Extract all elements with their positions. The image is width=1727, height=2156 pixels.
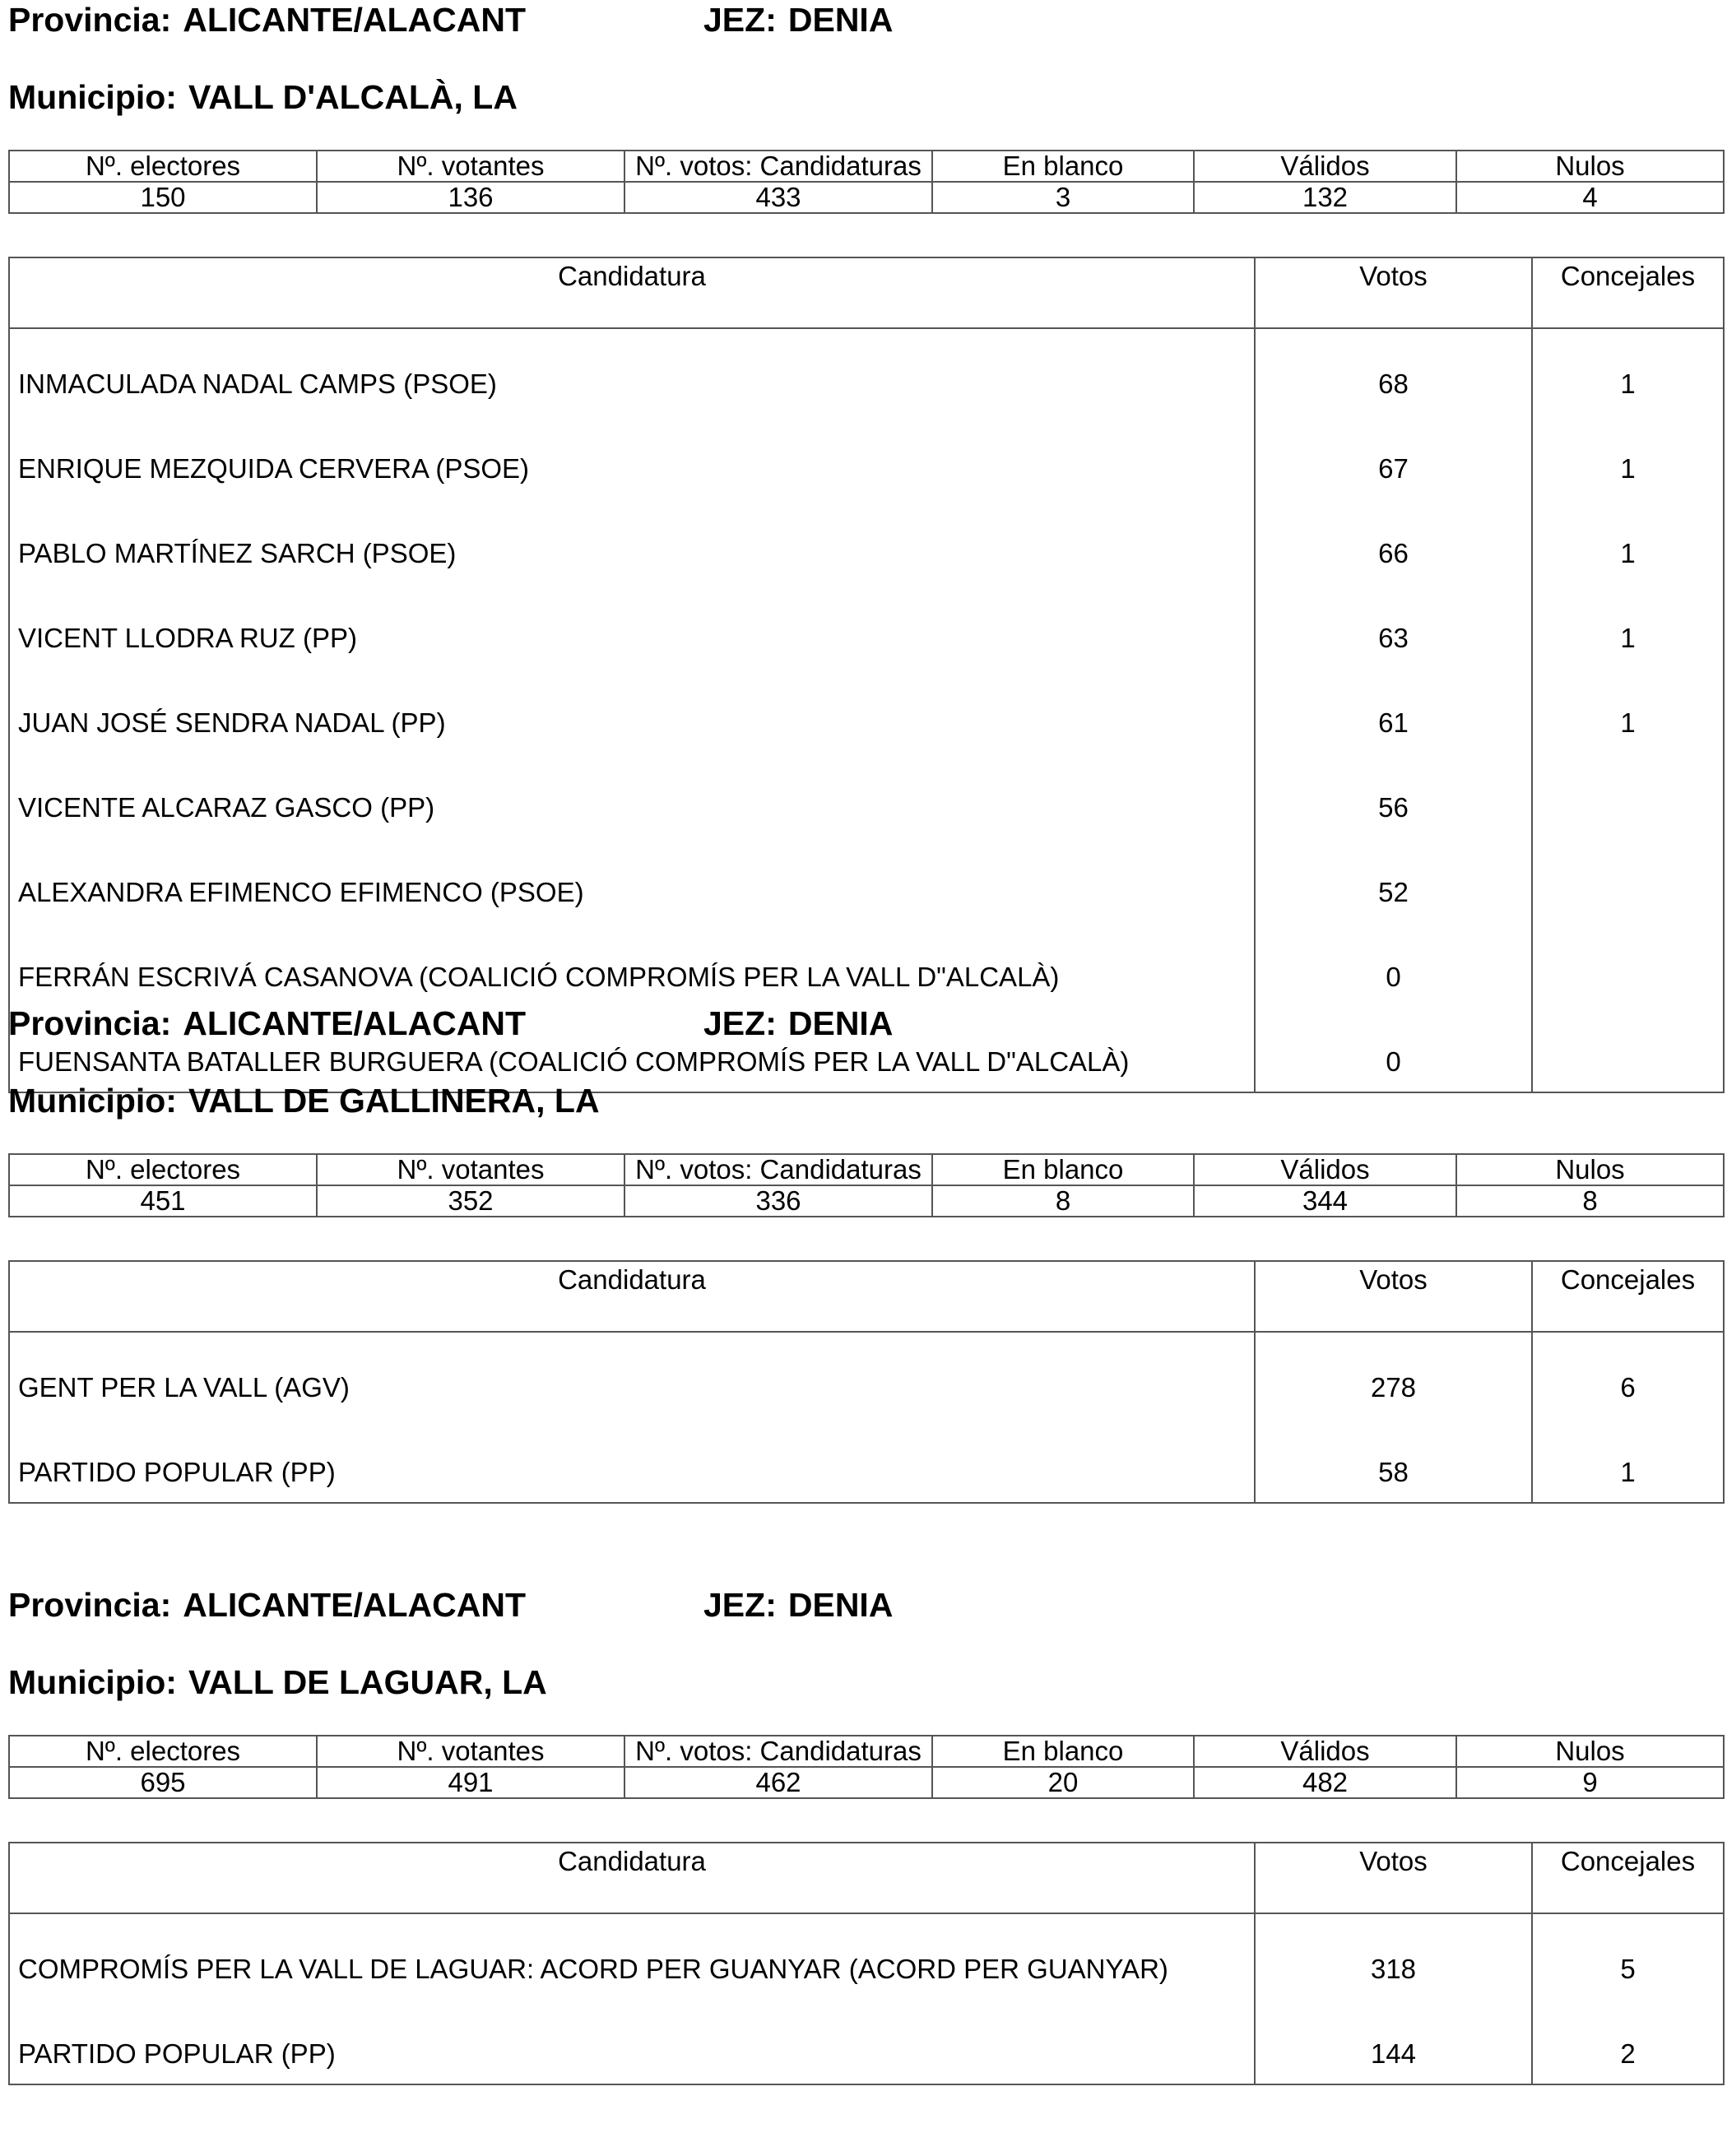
candidate-name: PABLO MARTÍNEZ SARCH (PSOE): [9, 498, 1255, 583]
candidate-name: ENRIQUE MEZQUIDA CERVERA (PSOE): [9, 414, 1255, 498]
provincia-value: ALICANTE/ALACANT: [183, 1586, 527, 1624]
value-electores: 150: [9, 182, 317, 213]
header-validos: Válidos: [1194, 151, 1456, 182]
jez-heading: [703, 1585, 893, 1625]
provincia-label: Provincia:: [8, 1004, 172, 1042]
header-votos-candidaturas: Nº. votos: Candidaturas: [624, 1154, 932, 1185]
candidate-name: JUAN JOSÉ SENDRA NADAL (PP): [9, 668, 1255, 753]
value-validos: 482: [1194, 1767, 1456, 1798]
municipality-block-vall-de-gallinera: [8, 1004, 1723, 1487]
header-validos: Válidos: [1194, 1736, 1456, 1767]
header-electores: Nº. electores: [9, 1736, 317, 1767]
summary-table: [8, 1153, 1725, 1217]
candidate-name: ALEXANDRA EFIMENCO EFIMENCO (PSOE): [9, 837, 1255, 922]
value-votantes: 352: [317, 1185, 624, 1217]
candidate-name: GENT PER LA VALL (AGV): [9, 1332, 1255, 1417]
candidates-header-row: [9, 1261, 1724, 1332]
summary-value-row: [9, 182, 1724, 213]
candidate-concejales: 1: [1532, 414, 1724, 498]
header-votantes: Nº. votantes: [317, 1736, 624, 1767]
value-validos: 132: [1194, 182, 1456, 213]
provincia-heading: [8, 1585, 526, 1625]
header-electores: Nº. electores: [9, 1154, 317, 1185]
municipality-block-vall-de-laguar: [8, 1585, 1723, 2069]
municipio-value: VALL DE LAGUAR, LA: [188, 1663, 547, 1701]
candidate-name: COMPROMÍS PER LA VALL DE LAGUAR: ACORD PER GUANYAR (ACORD PER GUANYAR): [9, 1913, 1255, 1999]
municipio-value: VALL DE GALLINERA, LA: [188, 1082, 600, 1120]
value-electores: 695: [9, 1767, 317, 1798]
value-nulos: 8: [1456, 1185, 1724, 1217]
candidate-name: FUENSANTA BATALLER BURGUERA (COALICIÓ COMPROMÍS PER LA VALL D"ALCALÀ): [9, 1007, 1255, 1092]
value-nulos: 4: [1456, 182, 1724, 213]
jez-value: DENIA: [787, 1004, 894, 1042]
candidates-header-row: [9, 1843, 1724, 1913]
candidate-row: [9, 668, 1724, 753]
summary-table: [8, 150, 1725, 214]
header-en-blanco: En blanco: [932, 151, 1194, 182]
candidate-concejales: 1: [1532, 498, 1724, 583]
header-votos-candidaturas: Nº. votos: Candidaturas: [624, 151, 932, 182]
jez-label: JEZ:: [703, 1, 777, 39]
jez-label: JEZ:: [703, 1586, 777, 1624]
candidate-concejales: 1: [1532, 583, 1724, 668]
value-validos: 344: [1194, 1185, 1456, 1217]
summary-header-row: [9, 1154, 1724, 1185]
candidate-votos: 68: [1255, 328, 1532, 414]
candidate-votos: 52: [1255, 837, 1532, 922]
jez-value: DENIA: [787, 1586, 894, 1624]
candidate-concejales: 1: [1532, 668, 1724, 753]
candidate-row: [9, 1913, 1724, 1999]
candidate-votos: 66: [1255, 498, 1532, 583]
candidate-votos: 278: [1255, 1332, 1532, 1417]
municipio-label: Municipio:: [8, 1082, 177, 1120]
candidate-votos: 0: [1255, 922, 1532, 1007]
header-votantes: Nº. votantes: [317, 151, 624, 182]
candidate-concejales: 6: [1532, 1332, 1724, 1417]
header-votos-candidaturas: Nº. votos: Candidaturas: [624, 1736, 932, 1767]
jez-label: JEZ:: [703, 1004, 777, 1042]
candidates-table: [8, 257, 1725, 1093]
candidate-concejales: 1: [1532, 1417, 1724, 1503]
municipio-label: Municipio:: [8, 1663, 177, 1701]
header-votos: Votos: [1255, 1843, 1532, 1913]
candidate-concejales: 5: [1532, 1913, 1724, 1999]
value-votos-candidaturas: 462: [624, 1767, 932, 1798]
candidate-name: FERRÁN ESCRIVÁ CASANOVA (COALICIÓ COMPROMÍS PER LA VALL D"ALCALÀ): [9, 922, 1255, 1007]
header-concejales: Concejales: [1532, 1261, 1724, 1332]
provincia-heading: [8, 1004, 526, 1043]
header-votos: Votos: [1255, 257, 1532, 328]
candidate-concejales: 1: [1532, 328, 1724, 414]
candidate-votos: 67: [1255, 414, 1532, 498]
value-votantes: 136: [317, 182, 624, 213]
provincia-value: ALICANTE/ALACANT: [183, 1, 527, 39]
provincia-label: Provincia:: [8, 1, 172, 39]
candidate-concejales: [1532, 922, 1724, 1007]
header-candidatura: Candidatura: [9, 1261, 1255, 1332]
candidate-name: PARTIDO POPULAR (PP): [9, 1417, 1255, 1503]
value-nulos: 9: [1456, 1767, 1724, 1798]
provincia-value: ALICANTE/ALACANT: [183, 1004, 527, 1042]
jez-heading: [703, 0, 893, 39]
header-candidatura: Candidatura: [9, 257, 1255, 328]
municipality-block-vall-dalcala: [8, 0, 1723, 1077]
value-votos-candidaturas: 336: [624, 1185, 932, 1217]
candidates-table: [8, 1842, 1725, 2085]
candidate-row: [9, 922, 1724, 1007]
candidates-header-row: [9, 257, 1724, 328]
candidate-votos: 0: [1255, 1007, 1532, 1092]
candidate-row: [9, 1332, 1724, 1417]
candidate-row: [9, 837, 1724, 922]
candidate-row: [9, 328, 1724, 414]
value-en-blanco: 3: [932, 182, 1194, 213]
candidate-name: INMACULADA NADAL CAMPS (PSOE): [9, 328, 1255, 414]
value-en-blanco: 8: [932, 1185, 1194, 1217]
jez-value: DENIA: [787, 1, 894, 39]
header-votantes: Nº. votantes: [317, 1154, 624, 1185]
header-nulos: Nulos: [1456, 1736, 1724, 1767]
summary-header-row: [9, 1736, 1724, 1767]
candidate-votos: 318: [1255, 1913, 1532, 1999]
header-nulos: Nulos: [1456, 1154, 1724, 1185]
municipio-value: VALL D'ALCALÀ, LA: [188, 78, 518, 116]
header-en-blanco: En blanco: [932, 1736, 1194, 1767]
header-electores: Nº. electores: [9, 151, 317, 182]
candidate-row: [9, 753, 1724, 837]
candidate-row: [9, 1999, 1724, 2084]
candidate-row: [9, 414, 1724, 498]
candidate-votos: 58: [1255, 1417, 1532, 1503]
header-concejales: Concejales: [1532, 1843, 1724, 1913]
candidate-row: [9, 498, 1724, 583]
header-votos: Votos: [1255, 1261, 1532, 1332]
candidate-name: VICENT LLODRA RUZ (PP): [9, 583, 1255, 668]
candidate-name: PARTIDO POPULAR (PP): [9, 1999, 1255, 2084]
jez-heading: [703, 1004, 893, 1043]
summary-value-row: [9, 1767, 1724, 1798]
candidate-votos: 63: [1255, 583, 1532, 668]
header-candidatura: Candidatura: [9, 1843, 1255, 1913]
summary-header-row: [9, 151, 1724, 182]
value-votos-candidaturas: 433: [624, 182, 932, 213]
candidate-votos: 61: [1255, 668, 1532, 753]
candidate-concejales: 2: [1532, 1999, 1724, 2084]
header-en-blanco: En blanco: [932, 1154, 1194, 1185]
provincia-heading: [8, 0, 526, 39]
candidate-name: VICENTE ALCARAZ GASCO (PP): [9, 753, 1255, 837]
summary-table: [8, 1735, 1725, 1799]
value-electores: 451: [9, 1185, 317, 1217]
header-nulos: Nulos: [1456, 151, 1724, 182]
candidate-row: [9, 583, 1724, 668]
candidates-table: [8, 1260, 1725, 1504]
candidate-concejales: [1532, 753, 1724, 837]
summary-value-row: [9, 1185, 1724, 1217]
header-concejales: Concejales: [1532, 257, 1724, 328]
provincia-label: Provincia:: [8, 1586, 172, 1624]
candidate-votos: 144: [1255, 1999, 1532, 2084]
municipio-heading: [8, 77, 518, 117]
candidate-row: [9, 1417, 1724, 1503]
municipio-heading: [8, 1662, 547, 1702]
municipio-label: Municipio:: [8, 78, 177, 116]
candidate-concejales: [1532, 837, 1724, 922]
candidate-votos: 56: [1255, 753, 1532, 837]
municipio-heading: [8, 1081, 600, 1120]
value-votantes: 491: [317, 1767, 624, 1798]
value-en-blanco: 20: [932, 1767, 1194, 1798]
header-validos: Válidos: [1194, 1154, 1456, 1185]
